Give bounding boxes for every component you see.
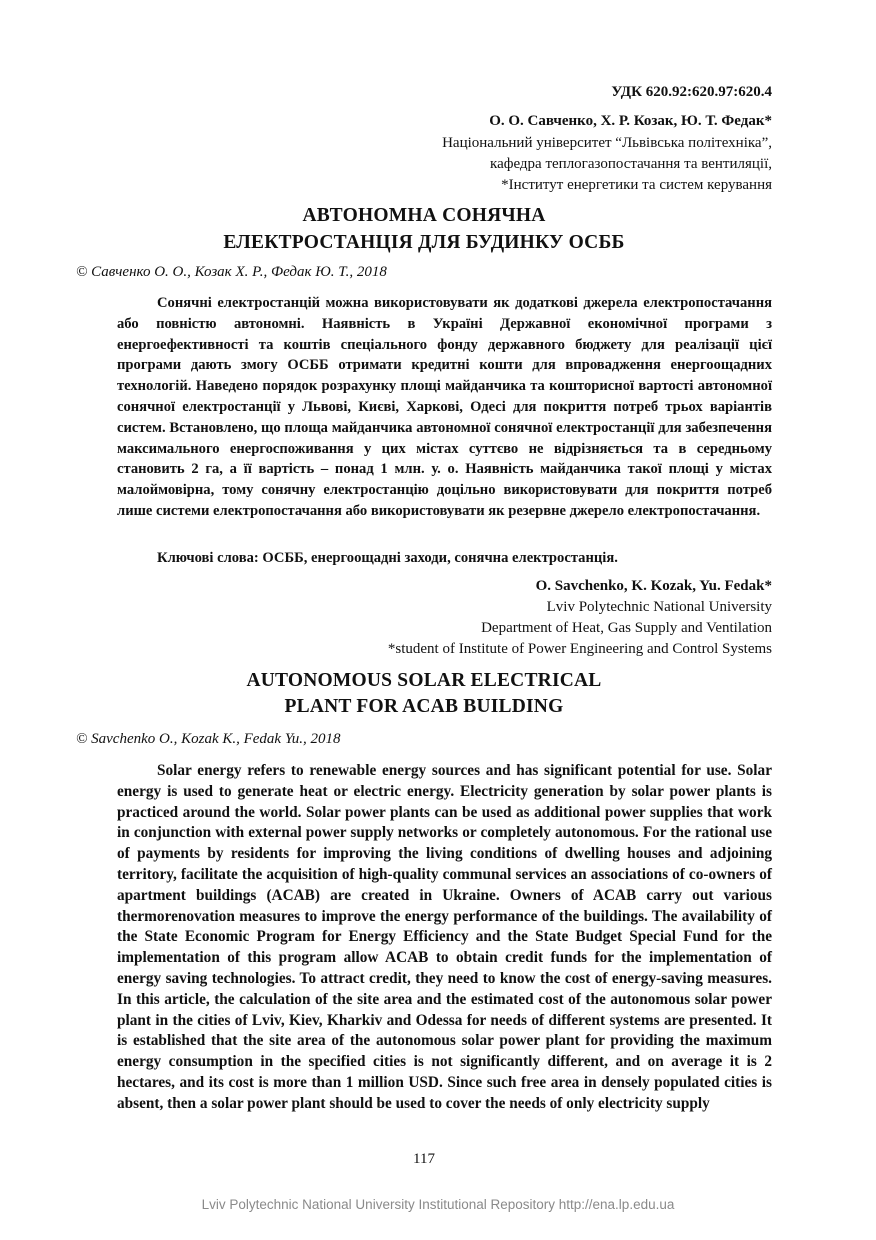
title-en-line-1: AUTONOMOUS SOLAR ELECTRICAL [246, 670, 602, 691]
affiliation-ua-line-3: *Інститут енергетики та систем керування [501, 177, 772, 193]
authors-ua: О. О. Савченко, Х. Р. Козак, Ю. Т. Федак* [489, 113, 772, 129]
abstract-en: Solar energy refers to renewable energy sources and has significant potential for use. Solar energy is used to generate heat or electric energy. Electricity generation by solar power plants is practiced around the world. Solar power plants can be used as additional power supplies that work in conjunction with external power supply networks or completely autonomous. For the rational use of payments by residents for improving the living conditions of dwelling houses and adjoining territory, facilitate the acquisition of high-quality communal services an associations of co-owners of apartment buildings (ACAB) are created in Ukraine. Owners of ACAB carry out various thermorenovation measures to improve the energy performance of the buildings. The availability of the State Economic Program for Energy Efficiency and the State Budget Special Fund for the implementation of this program allow ACAB to obtain credit funds for the implementation of energy saving technologies. To attract credit, they need to know the cost of energy-saving measures. In this article, the calculation of the site area and the estimated cost of the autonomous solar power plant in the cities of Lviv, Kiev, Kharkiv and Odessa for needs of different systems are presented. It is established that the site area of the autonomous solar power plant for providing the maximum energy consumption in the specified cities is not significantly different, and on average it is 2 hectares, and its cost is more than 1 million USD. Since such free area in densely populated cities is absent, then a solar power plant should be used to cover the needs of only electricity supply [117, 762, 772, 1112]
abstract-ua: Сонячні електростанцій можна використовувати як додаткові джерела електропостачання або повністю автономні. Наявність в Україні Державної економічної програми з енергоефективності та коштів спеціального фонду державного бюджету для реалізації цієї програми дають змогу ОСББ отримати кредитні кошти для впровадження енергоощадних технологій. Наведено порядок розрахунку площі майданчика та кошторисної вартості автономної сонячної електростанції у Львові, Києві, Харкові, Одесі для покриття потреб трьох варіантів систем. Встановлено, що площа майданчика автономної сонячної електростанції для забезпечення максимального енергоспоживання у цих містах суттєво не відрізняється та в середньому становить 2 га, а її вартість – понад 1 млн. у. о. Наявність майданчика такої площі у містах малоймовірна, тому сонячну електростанцію доцільно використовувати для покриття потреб лише системи електропостачання або використовувати як резервне джерело електропостачання. [117, 295, 772, 519]
affiliation-en-line-3: *student of Institute of Power Engineering and Control Systems [387, 641, 772, 657]
authors-en: O. Savchenko, K. Kozak, Yu. Fedak* [535, 578, 772, 594]
title-ua-line-1: АВТОНОМНА СОНЯЧНА [302, 205, 546, 226]
affiliation-ua-line-2: кафедра теплогазопостачання та вентиляції, [490, 156, 772, 172]
title-en-line-2: PLANT FOR ACAB BUILDING [284, 696, 564, 717]
affiliation-ua-line-1: Національний університет “Львівська політехніка”, [442, 135, 772, 151]
keywords-ua: Ключові слова: ОСББ, енергоощадні заходи, сонячна електростанція. [157, 550, 618, 566]
udc-code: УДК 620.92:620.97:620.4 [611, 84, 772, 100]
copyright-en: © Savchenko O., Kozak K., Fedak Yu., 2018 [76, 731, 341, 747]
repository-footer: Lviv Polytechnic National University Institutional Repository http://ena.lp.edu.ua [201, 1197, 675, 1212]
page-number: 117 [413, 1151, 435, 1167]
affiliation-en-line-1: Lviv Polytechnic National University [546, 599, 772, 615]
copyright-ua: © Савченко О. О., Козак Х. Р., Федак Ю. Т., 2018 [76, 264, 387, 280]
title-ua-line-2: ЕЛЕКТРОСТАНЦІЯ ДЛЯ БУДИНКУ ОСББ [223, 232, 625, 253]
affiliation-en-line-2: Department of Heat, Gas Supply and Ventilation [481, 620, 772, 636]
